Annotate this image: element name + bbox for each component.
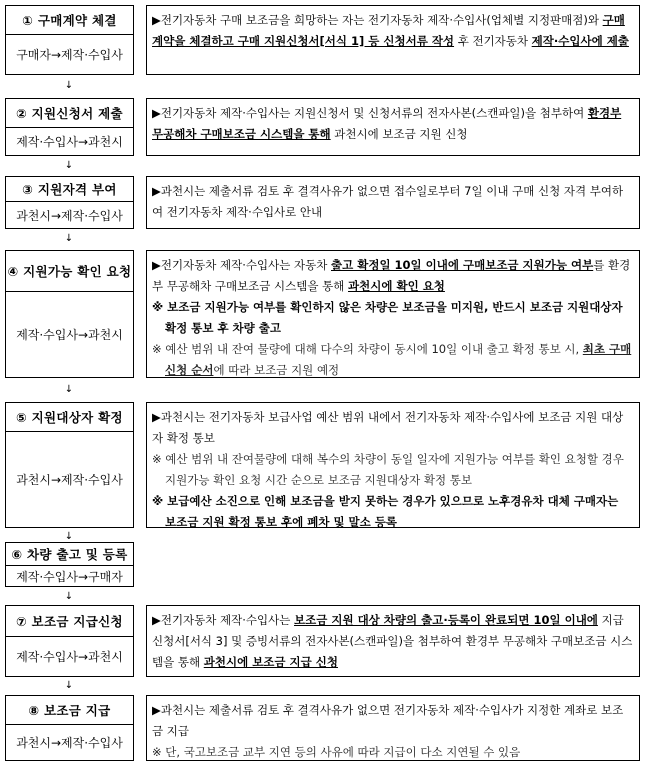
step-2-title: ② 지원신청서 제출 xyxy=(6,99,133,128)
step-2-desc: ▶전기자동차 제작·수입사는 지원신청서 및 신청서류의 전자사본(스캔파일)을 첨부하여 환경부 무공해차 구매보조금 시스템을 통해 과천시에 보조금 지원 신청 xyxy=(146,98,640,156)
step-6-title: ⑥ 차량 출고 및 등록 xyxy=(6,543,133,566)
step-7-box xyxy=(5,605,134,677)
step-6-actor: 제작·수입사→구매자 xyxy=(16,569,123,584)
step-5-title: ⑤ 지원대상자 확정 xyxy=(6,403,133,432)
step-8-desc: ▶과천시는 제출서류 검토 후 결격사유가 없으면 전기자동차 제작·수입사가 지정한 계좌로 보조금 지급 ※ 단, 국고보조금 교부 지연 등의 사유에 따라 지급이 다소 지연될 수 있음 xyxy=(146,695,640,761)
step-1-box xyxy=(5,5,134,75)
step-2-box xyxy=(5,98,134,156)
step-4-actor: 제작·수입사→과천시 xyxy=(16,328,123,342)
step-8-title: ⑧ 보조금 지급 xyxy=(6,696,133,725)
step-8-box xyxy=(5,695,134,761)
step-7-title: ⑦ 보조금 지급신청 xyxy=(6,606,133,637)
step-8-actor: 과천시→제작·수입사 xyxy=(16,736,123,750)
step-1-title: ① 구매계약 체결 xyxy=(6,6,133,35)
arrow-3: ↓ xyxy=(64,233,74,244)
step-5-actor: 과천시→제작·수입사 xyxy=(16,473,123,487)
step-2-actor: 제작·수입사→과천시 xyxy=(16,135,123,149)
arrow-5: ↓ xyxy=(64,531,74,542)
step-6-box xyxy=(5,542,134,587)
arrow-4: ↓ xyxy=(64,384,74,395)
arrow-7: ↓ xyxy=(64,680,74,691)
arrow-1: ↓ xyxy=(64,80,74,91)
step-4-box xyxy=(5,250,134,378)
step-1-desc: ▶전기자동차 구매 보조금을 희망하는 자는 전기자동차 제작·수입사(업체별 지정판매점)와 구매계약을 체결하고 구매 지원신청서[서식 1] 등 신청서류 작성 후 전기자동차 제작·수입사에 제출 xyxy=(146,5,640,75)
step-4-desc: ▶전기자동차 제작·수입사는 자동차 출고 확정일 10일 이내에 구매보조금 지원가능 여부를 환경부 무공해차 구매보조금 시스템을 통해 과천시에 확인 요청 ※ 보조금 지원가능 여부를 확인하지 않은 차량은 보조금을 미지원, 반드시 보조금 지원대상자 확정 통보 후 차량 출고 ※ 예산 범위 내 잔여 물량에 대해 다수의 차량이 동시에 10일 이내 출고 확정 통보 시, 최초 구매신청 순서에 따라 보조금 지원 예정 xyxy=(146,250,640,378)
step-3-title: ③ 지원자격 부여 xyxy=(6,177,133,202)
step-1-actor: 구매자→제작·수입사 xyxy=(16,48,123,62)
step-3-box xyxy=(5,176,134,229)
step-5-desc: ▶과천시는 전기자동차 보급사업 예산 범위 내에서 전기자동차 제작·수입사에 보조금 지원 대상자 확정 통보 ※ 예산 범위 내 잔여물량에 대해 복수의 차량이 동일 일자에 지원가능 여부를 확인 요청할 경우 지원가능 확인 요청 시간 순으로 보조금 지원대상자 확정 통보 ※ 보급예산 소진으로 인해 보조금을 받지 못하는 경우가 있으므로 노후경유차 대체 구매자는 보조금 지원 확정 통보 후에 폐차 및 말소 등록 xyxy=(146,402,640,528)
step-5-box xyxy=(5,402,134,528)
step-3-desc: ▶과천시는 제출서류 검토 후 결격사유가 없으면 접수일로부터 7일 이내 구매 신청 자격 부여하여 전기자동차 제작·수입사로 안내 xyxy=(146,176,640,229)
step-3-actor: 과천시→제작·수입사 xyxy=(16,208,123,223)
step-7-desc: ▶전기자동차 제작·수입사는 보조금 지원 대상 차량의 출고·등록이 완료되면 10일 이내에 지급신청서[서식 3] 및 증빙서류의 전자사본(스캔파일)을 첨부하여 환경부 무공해차 구매보조금 시스템을 통해 과천시에 보조금 지급 신청 xyxy=(146,605,640,677)
step-7-actor: 제작·수입사→과천시 xyxy=(16,650,123,664)
arrow-6: ↓ xyxy=(64,591,74,602)
step-4-title: ④ 지원가능 확인 요청 xyxy=(6,251,133,292)
arrow-2: ↓ xyxy=(64,160,74,171)
